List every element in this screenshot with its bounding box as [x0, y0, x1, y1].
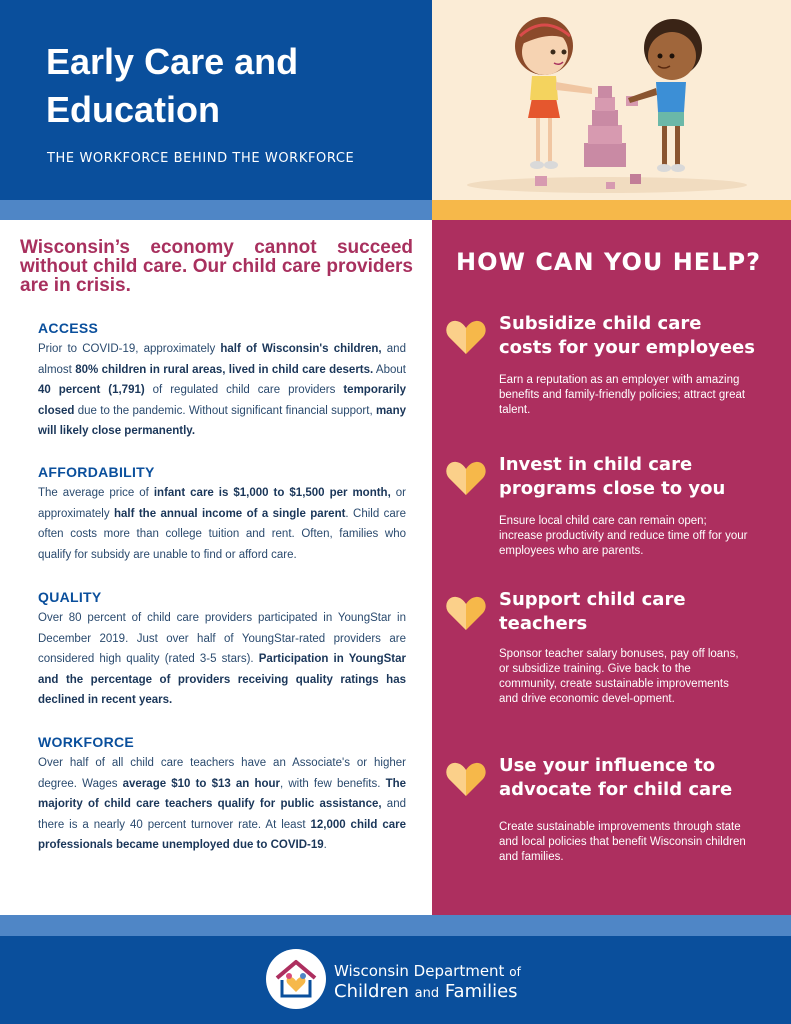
help-item-text: Create sustainable improvements through state and local policies that benefit Wisconsin children and families. — [499, 821, 746, 863]
children-illustration — [432, 0, 791, 200]
section-quality — [38, 589, 406, 711]
heart-icon — [445, 760, 487, 798]
heart-icon — [445, 318, 487, 356]
help-title: HOW CAN YOU HELP? — [456, 248, 761, 276]
section-workforce — [38, 734, 406, 856]
help-item-heading: Support child care teachers — [499, 589, 686, 634]
page-subtitle: THE WORKFORCE BEHIND THE WORKFORCE — [47, 151, 355, 166]
accent-stripe-blue — [0, 200, 432, 220]
section-title: QUALITY — [38, 589, 102, 605]
section-title: WORKFORCE — [38, 734, 135, 750]
section-text: Prior to COVID-19, approximately half of Wisconsin's children, and almost 80% children in rural areas, lived in child care deserts. About 40 percent (1,791) of regulated child care providers temporarily closed due to the pandemic. Without significant financial support, many will likely close permanently. — [38, 343, 406, 437]
page-title: Early Care and Education — [46, 41, 299, 130]
org-name-line1: Wisconsin Department of — [334, 962, 521, 980]
help-item-heading: Invest in child care programs close to you — [499, 454, 726, 499]
children-building-blocks-illustration — [432, 0, 791, 200]
org-name-line2: Children and Families — [334, 981, 518, 1002]
help-item-heading: Use your influence to advocate for child care — [499, 755, 733, 800]
how-to-help-panel — [432, 220, 791, 915]
section-access — [38, 320, 406, 442]
section-text: Over half of all child care teachers have an Associate's or higher degree. Wages average $10 to $13 an hour, with few benefits. The majority of child care teachers qualify for public assistance, and there is a nearly 40 percent turnover rate. At least 12,000 child care professionals became unemployed due to COVID-19. — [38, 757, 407, 851]
dcf-logo-icon — [265, 948, 327, 1010]
section-affordability — [38, 464, 406, 565]
heart-icon — [445, 594, 487, 632]
crisis-facts-column — [0, 220, 432, 915]
section-text: Over 80 percent of child care providers participated in YoungStar in December 2019. Just over half of YoungStar-rated providers are considered high quality (rated 3-5 stars). Participation in YoungStar and the percentage of providers receiving quality ratings has declined in recent years. — [38, 612, 406, 706]
help-item-text: Sponsor teacher salary bonuses, pay off loans, or subsidize training. Give back to the community, create sustainable improvements and drive economic devel-opment. — [499, 648, 739, 705]
heart-icon — [445, 459, 487, 497]
section-title: ACCESS — [38, 320, 99, 336]
footer-stripe — [0, 915, 791, 936]
accent-stripe-orange — [432, 200, 791, 220]
help-item-heading: Subsidize child care costs for your employees — [499, 313, 755, 358]
section-title: AFFORDABILITY — [38, 464, 155, 480]
section-text: The average price of infant care is $1,000 to $1,500 per month, or approximately half the annual income of a single parent. Child care often costs more than college tuition and rent. Often, families who qualify for subsidy are unable to find or afford care. — [38, 487, 406, 561]
help-item-text: Ensure local child care can remain open; increase productivity and reduce time off for your employees who are parents. — [499, 515, 748, 557]
help-item-text: Earn a reputation as an employer with amazing benefits and family-friendly policies; attract great talent. — [499, 374, 746, 416]
header-banner — [0, 0, 432, 200]
crisis-headline: Wisconsin’s economy cannot succeed without child care. Our child care providers are in crisis. — [20, 237, 413, 296]
footer — [0, 936, 791, 1024]
